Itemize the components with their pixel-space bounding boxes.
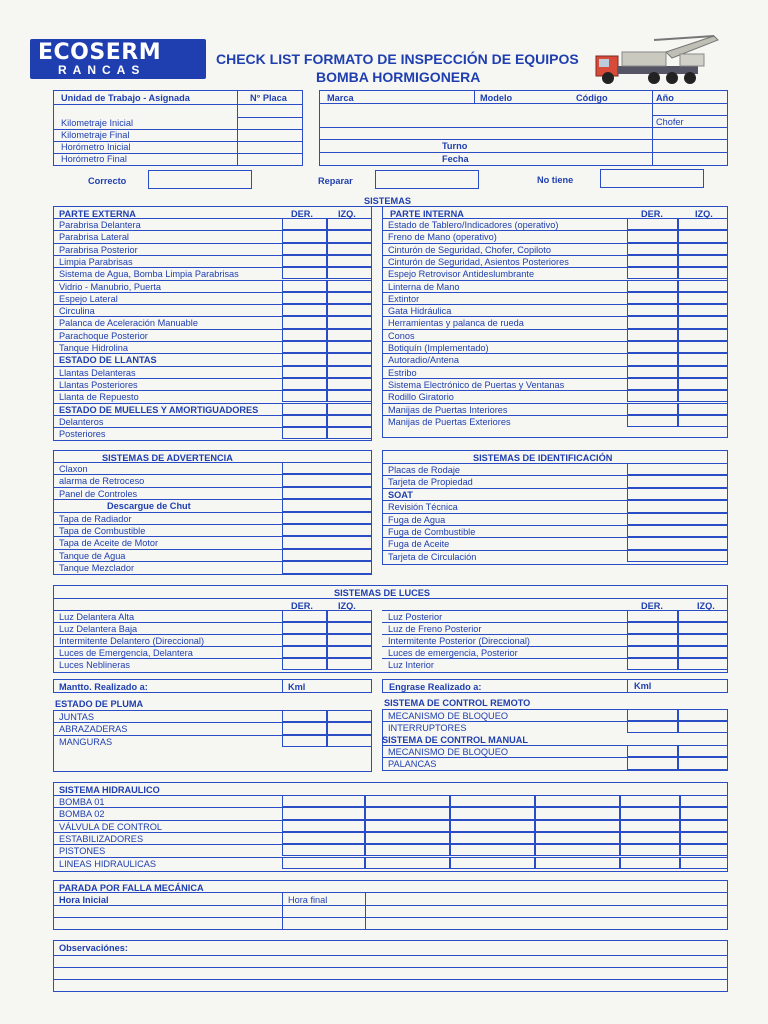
exterior-row-label: Limpia Parabrisas bbox=[59, 256, 133, 267]
remote-row-check-cell[interactable] bbox=[678, 709, 728, 721]
greasing-km-label: Kml bbox=[634, 681, 652, 691]
boom-row-check-cell[interactable] bbox=[282, 735, 327, 747]
hydraulic-row-check-cell[interactable] bbox=[680, 795, 728, 807]
boom-row-label: JUNTAS bbox=[59, 712, 95, 722]
hydraulic-row-label: BOMBA 02 bbox=[59, 809, 105, 820]
exterior-row-label: ESTADO DE LLANTAS bbox=[59, 355, 157, 366]
manual-row-check-cell[interactable] bbox=[678, 757, 728, 769]
interior-row-label: Rodillo Giratorio bbox=[388, 392, 454, 403]
exterior-row-label: Posteriores bbox=[59, 429, 106, 440]
hydraulic-row-check-cell[interactable] bbox=[535, 832, 620, 844]
exterior-row-check-cell[interactable] bbox=[282, 230, 327, 242]
lights-left-row-check-cell[interactable] bbox=[327, 634, 372, 646]
remote-row-check-cell[interactable] bbox=[627, 709, 678, 721]
interior-row-check-cell[interactable] bbox=[678, 390, 728, 402]
remote-row-label: INTERRUPTORES bbox=[388, 723, 467, 733]
remote-row-label: MECANISMO DE BLOQUEO bbox=[388, 711, 508, 721]
exterior-row-check-cell[interactable] bbox=[327, 427, 372, 439]
identification-row-check-cell[interactable] bbox=[627, 513, 728, 525]
interior-row-check-cell[interactable] bbox=[627, 415, 678, 427]
exterior-row-check-cell[interactable] bbox=[282, 403, 327, 415]
interior-row-check-cell[interactable] bbox=[678, 378, 728, 390]
exterior-row-check-cell[interactable] bbox=[327, 403, 372, 415]
interior-row-check-cell[interactable] bbox=[627, 267, 678, 279]
exterior-row-label: Parabrisa Lateral bbox=[59, 232, 129, 243]
boom-row-check-cell[interactable] bbox=[282, 710, 327, 722]
driver-label: Chofer bbox=[656, 117, 684, 127]
exterior-row-check-cell[interactable] bbox=[282, 341, 327, 353]
exterior-row-check-cell[interactable] bbox=[327, 353, 372, 365]
identification-row-check-cell[interactable] bbox=[627, 488, 728, 500]
exterior-row-label: Sistema de Agua, Bomba Limpia Parabrisas bbox=[59, 269, 239, 280]
hydraulic-row-check-cell[interactable] bbox=[365, 795, 450, 807]
hydraulic-row-check-cell[interactable] bbox=[680, 807, 728, 819]
exterior-row-label: Delanteros bbox=[59, 416, 104, 427]
identification-row-label: Tarjeta de Circulación bbox=[388, 551, 477, 562]
hydraulic-row-check-cell[interactable] bbox=[680, 857, 728, 869]
lights-left-row-check-cell[interactable] bbox=[282, 610, 327, 622]
boom-row-check-cell[interactable] bbox=[327, 735, 372, 747]
hydraulic-row-check-cell[interactable] bbox=[535, 844, 620, 856]
warning-row-check-cell[interactable] bbox=[282, 487, 372, 499]
interior-row-label: Conos bbox=[388, 330, 415, 341]
lights-right-izq: IZQ. bbox=[697, 601, 715, 611]
warning-row-check-cell[interactable] bbox=[282, 512, 372, 524]
hydraulic-row-check-cell[interactable] bbox=[282, 807, 365, 819]
warning-row-check-cell[interactable] bbox=[282, 462, 372, 474]
exterior-row-check-cell[interactable] bbox=[327, 243, 372, 255]
boom-row-check-cell[interactable] bbox=[282, 722, 327, 734]
interior-row-check-cell[interactable] bbox=[627, 292, 678, 304]
interior-row-label: Estribo bbox=[388, 367, 417, 378]
interior-row-check-cell[interactable] bbox=[627, 255, 678, 267]
exterior-row-label: Parabrisa Posterior bbox=[59, 244, 138, 255]
lights-right-row-check-cell[interactable] bbox=[678, 646, 728, 658]
lights-right-row-label: Luces de emergencia, Posterior bbox=[388, 648, 518, 658]
observations-section[interactable] bbox=[53, 940, 728, 992]
hydraulic-row-check-cell[interactable] bbox=[365, 820, 450, 832]
maintenance-km-label: Kml bbox=[288, 682, 306, 692]
exterior-title: PARTE EXTERNA bbox=[59, 209, 136, 219]
warning-row-label: Tapa de Aceite de Motor bbox=[59, 538, 159, 549]
interior-row-label: Estado de Tablero/Indicadores (operativo) bbox=[388, 220, 559, 230]
exterior-row-check-cell[interactable] bbox=[282, 390, 327, 402]
lights-right-row-label: Luz de Freno Posterior bbox=[388, 624, 482, 634]
manual-row-check-cell[interactable] bbox=[678, 745, 728, 757]
exterior-row-check-cell[interactable] bbox=[282, 366, 327, 378]
maintenance-label: Mantto. Realizado a: bbox=[59, 682, 148, 692]
lights-left-row-check-cell[interactable] bbox=[327, 610, 372, 622]
hydraulic-row-check-cell[interactable] bbox=[680, 820, 728, 832]
breakdown-title: PARADA POR FALLA MECÁNICA bbox=[59, 883, 204, 893]
exterior-row-check-cell[interactable] bbox=[282, 415, 327, 427]
lights-right-row-check-cell[interactable] bbox=[627, 634, 678, 646]
boom-row-check-cell[interactable] bbox=[327, 722, 372, 734]
warning-row-label: alarma de Retroceso bbox=[59, 476, 145, 487]
hydraulic-row-check-cell[interactable] bbox=[282, 844, 365, 856]
interior-row-check-cell[interactable] bbox=[678, 403, 728, 415]
warning-row-check-cell[interactable] bbox=[282, 524, 372, 536]
interior-row-check-cell[interactable] bbox=[678, 267, 728, 279]
interior-row-check-cell[interactable] bbox=[678, 353, 728, 365]
exterior-row-check-cell[interactable] bbox=[282, 280, 327, 292]
warning-row-label: Panel de Controles bbox=[59, 488, 138, 499]
model-label: Modelo bbox=[480, 93, 513, 103]
interior-row-check-cell[interactable] bbox=[627, 280, 678, 292]
interior-row-label: Sistema Electrónico de Puertas y Ventanas bbox=[388, 379, 565, 390]
interior-row-label: Manijas de Puertas Interiores bbox=[388, 404, 508, 415]
lights-left-row-label: Intermitente Delantero (Direccional) bbox=[59, 636, 205, 646]
interior-row-check-cell[interactable] bbox=[678, 329, 728, 341]
identification-row-check-cell[interactable] bbox=[627, 525, 728, 537]
breakdown-end-label: Hora final bbox=[288, 895, 328, 905]
warning-row-check-cell[interactable] bbox=[282, 536, 372, 548]
hydraulic-row-label: BOMBA 01 bbox=[59, 797, 105, 807]
lights-left-der: DER. bbox=[291, 601, 313, 611]
lights-left-row-check-cell[interactable] bbox=[282, 646, 327, 658]
interior-row-check-cell[interactable] bbox=[627, 230, 678, 242]
lights-right-row-check-cell[interactable] bbox=[678, 610, 728, 622]
exterior-row-check-cell[interactable] bbox=[327, 255, 372, 267]
lights-right-row-label: Intermitente Posterior (Direccional) bbox=[388, 636, 530, 646]
warning-row-label: Tanque Mezclador bbox=[59, 563, 135, 574]
logo-sub-text: RANCAS bbox=[58, 63, 146, 77]
interior-row-label: Espejo Retrovisor Antideslumbrante bbox=[388, 269, 535, 280]
identification-row-label: Tarjeta de Propiedad bbox=[388, 477, 473, 488]
manual-row-label: PALANCAS bbox=[388, 759, 437, 770]
identification-row-label: Fuga de Combustible bbox=[388, 527, 476, 537]
boom-row-check-cell[interactable] bbox=[327, 710, 372, 722]
hydraulic-row-check-cell[interactable] bbox=[620, 820, 680, 832]
warning-row-label: Tapa de Radiador bbox=[59, 513, 132, 524]
lights-left-row-check-cell[interactable] bbox=[282, 658, 327, 670]
exterior-row-label: Parachoque Posterior bbox=[59, 330, 148, 341]
remote-row-check-cell[interactable] bbox=[678, 721, 728, 733]
interior-row-label: Linterna de Mano bbox=[388, 281, 460, 292]
exterior-row-label: Circulina bbox=[59, 306, 95, 317]
lights-left-row-label: Luz Delantera Baja bbox=[59, 624, 138, 634]
interior-row-label: Autoradio/Antena bbox=[388, 355, 460, 366]
lights-right-row-check-cell[interactable] bbox=[678, 622, 728, 634]
hydraulic-row-check-cell[interactable] bbox=[535, 795, 620, 807]
date-label: Fecha bbox=[442, 154, 469, 164]
hydraulic-row-check-cell[interactable] bbox=[450, 857, 535, 869]
interior-row-check-cell[interactable] bbox=[678, 304, 728, 316]
exterior-row-check-cell[interactable] bbox=[327, 415, 372, 427]
interior-row-label: Botiquín (Implementado) bbox=[388, 343, 489, 353]
hydraulic-row-check-cell[interactable] bbox=[282, 857, 365, 869]
warning-row-check-cell[interactable] bbox=[282, 549, 372, 561]
hydraulic-row-check-cell[interactable] bbox=[620, 832, 680, 844]
hydraulic-row-check-cell[interactable] bbox=[535, 807, 620, 819]
lights-right-row-check-cell[interactable] bbox=[678, 658, 728, 670]
identification-row-check-cell[interactable] bbox=[627, 550, 728, 562]
interior-row-check-cell[interactable] bbox=[627, 341, 678, 353]
lights-left-row-label: Luz Delantera Alta bbox=[59, 612, 135, 622]
interior-row-label: Extintor bbox=[388, 293, 420, 304]
identification-row-check-cell[interactable] bbox=[627, 475, 728, 487]
interior-row-check-cell[interactable] bbox=[627, 316, 678, 328]
systems-title: SISTEMAS bbox=[364, 196, 411, 206]
boom-row-label: MANGURAS bbox=[59, 736, 113, 747]
hydraulic-row-check-cell[interactable] bbox=[282, 832, 365, 844]
hydraulic-row-check-cell[interactable] bbox=[620, 795, 680, 807]
year-label: Año bbox=[656, 93, 674, 103]
exterior-row-check-cell[interactable] bbox=[327, 230, 372, 242]
exterior-row-check-cell[interactable] bbox=[327, 267, 372, 279]
concrete-pump-truck-icon bbox=[594, 30, 724, 88]
hydraulic-row-check-cell[interactable] bbox=[450, 844, 535, 856]
legend-repair-label: Reparar bbox=[318, 176, 353, 186]
exterior-row-label: Palanca de Aceleración Manuable bbox=[59, 318, 198, 329]
interior-row-label: Cinturón de Seguridad, Chofer, Copiloto bbox=[388, 244, 551, 255]
manual-row-label: MECANISMO DE BLOQUEO bbox=[388, 747, 508, 757]
hydraulic-row-check-cell[interactable] bbox=[680, 832, 728, 844]
hydraulic-row-check-cell[interactable] bbox=[365, 807, 450, 819]
exterior-row-check-cell[interactable] bbox=[282, 316, 327, 328]
lights-right-row-check-cell[interactable] bbox=[627, 610, 678, 622]
hydraulic-row-check-cell[interactable] bbox=[365, 832, 450, 844]
exterior-row-check-cell[interactable] bbox=[282, 353, 327, 365]
exterior-row-check-cell[interactable] bbox=[327, 390, 372, 402]
identification-row-label: SOAT bbox=[388, 489, 413, 500]
unit-label: Unidad de Trabajo - Asignada bbox=[61, 93, 190, 103]
exterior-row-check-cell[interactable] bbox=[282, 255, 327, 267]
identification-row-label: Revisión Técnica bbox=[388, 502, 458, 513]
warning-row-label: Claxon bbox=[59, 464, 88, 474]
exterior-row-check-cell[interactable] bbox=[282, 267, 327, 279]
exterior-row-check-cell[interactable] bbox=[282, 427, 327, 439]
lights-right-row-check-cell[interactable] bbox=[627, 658, 678, 670]
legend-correct-box[interactable] bbox=[148, 170, 252, 189]
code-label: Código bbox=[576, 93, 608, 103]
interior-row-check-cell[interactable] bbox=[678, 255, 728, 267]
exterior-row-check-cell[interactable] bbox=[327, 304, 372, 316]
hydraulic-row-label: VÁLVULA DE CONTROL bbox=[59, 821, 162, 832]
hydraulic-row-check-cell[interactable] bbox=[450, 795, 535, 807]
exterior-row-label: Espejo Lateral bbox=[59, 293, 118, 304]
interior-row-label: Cinturón de Seguridad, Asientos Posteriores bbox=[388, 256, 569, 267]
exterior-row-label: ESTADO DE MUELLES Y AMORTIGUADORES bbox=[59, 404, 259, 415]
hydraulic-row-label: PISTONES bbox=[59, 846, 106, 857]
exterior-row-label: Llantas Delanteras bbox=[59, 367, 136, 378]
lights-left-row-check-cell[interactable] bbox=[327, 622, 372, 634]
exterior-row-check-cell[interactable] bbox=[327, 366, 372, 378]
legend-correct-label: Correcto bbox=[88, 176, 127, 186]
logo-main-text: ECOSERM bbox=[38, 40, 162, 65]
lights-right-row-check-cell[interactable] bbox=[627, 646, 678, 658]
boom-title: ESTADO DE PLUMA bbox=[55, 699, 144, 709]
form-title: CHECK LIST FORMATO DE INSPECCIÓN DE EQUIPOS bbox=[216, 51, 579, 67]
identification-row-label: Placas de Rodaje bbox=[388, 465, 461, 475]
remote-row-check-cell[interactable] bbox=[627, 721, 678, 733]
warning-row-check-cell[interactable] bbox=[282, 561, 372, 573]
exterior-row-check-cell[interactable] bbox=[282, 304, 327, 316]
exterior-row-label: Tanque Hidrolina bbox=[59, 343, 128, 353]
form-subtitle: BOMBA HORMIGONERA bbox=[316, 69, 481, 85]
lights-right-row-label: Luz Posterior bbox=[388, 612, 443, 622]
interior-row-check-cell[interactable] bbox=[627, 243, 678, 255]
km-final-label: Kilometraje Final bbox=[61, 130, 130, 140]
remote-title: SISTEMA DE CONTROL REMOTO bbox=[384, 698, 531, 708]
interior-row-check-cell[interactable] bbox=[627, 378, 678, 390]
identification-title: SISTEMAS DE IDENTIFICACIÓN bbox=[473, 453, 613, 463]
exterior-row-check-cell[interactable] bbox=[327, 329, 372, 341]
interior-row-label: Freno de Mano (operativo) bbox=[388, 232, 497, 243]
greasing-label: Engrase Realizado a: bbox=[389, 682, 482, 692]
hourmeter-initial-label: Horómetro Inicial bbox=[61, 142, 131, 152]
warning-row-label: Descargue de Chut bbox=[107, 501, 191, 512]
hydraulic-row-check-cell[interactable] bbox=[450, 807, 535, 819]
hydraulic-row-check-cell[interactable] bbox=[282, 820, 365, 832]
shift-label: Turno bbox=[442, 141, 468, 151]
interior-row-check-cell[interactable] bbox=[678, 280, 728, 292]
lights-right-row-check-cell[interactable] bbox=[627, 622, 678, 634]
interior-row-check-cell[interactable] bbox=[678, 243, 728, 255]
exterior-row-label: Vidrio - Manubrio, Puerta bbox=[59, 281, 161, 292]
interior-row-check-cell[interactable] bbox=[678, 366, 728, 378]
hydraulic-row-check-cell[interactable] bbox=[620, 844, 680, 856]
lights-right-row-check-cell[interactable] bbox=[678, 634, 728, 646]
exterior-row-check-cell[interactable] bbox=[327, 280, 372, 292]
company-logo bbox=[30, 39, 206, 79]
interior-row-check-cell[interactable] bbox=[627, 403, 678, 415]
exterior-row-label: Parabrisa Delantera bbox=[59, 220, 141, 230]
lights-left-row-check-cell[interactable] bbox=[282, 634, 327, 646]
hydraulic-row-check-cell[interactable] bbox=[535, 857, 620, 869]
warning-row-label: Tapa de Combustible bbox=[59, 526, 146, 536]
lights-left-row-check-cell[interactable] bbox=[327, 646, 372, 658]
identification-row-check-cell[interactable] bbox=[627, 537, 728, 549]
manual-row-check-cell[interactable] bbox=[627, 745, 678, 757]
hydraulic-row-check-cell[interactable] bbox=[680, 844, 728, 856]
lights-left-row-label: Luces de Emergencia, Delantera bbox=[59, 648, 193, 658]
hydraulic-row-label: ESTABILIZADORES bbox=[59, 833, 144, 844]
interior-row-check-cell[interactable] bbox=[678, 230, 728, 242]
lights-left-izq: IZQ. bbox=[338, 601, 356, 611]
interior-row-check-cell[interactable] bbox=[678, 316, 728, 328]
warning-row-check-cell[interactable] bbox=[282, 474, 372, 486]
interior-right-header: DER. bbox=[641, 209, 663, 219]
interior-row-check-cell[interactable] bbox=[678, 415, 728, 427]
legend-none-box[interactable] bbox=[600, 169, 704, 188]
lights-left-row-check-cell[interactable] bbox=[327, 658, 372, 670]
hydraulic-row-check-cell[interactable] bbox=[450, 832, 535, 844]
identification-row-check-cell[interactable] bbox=[627, 500, 728, 512]
interior-row-check-cell[interactable] bbox=[627, 329, 678, 341]
interior-row-check-cell[interactable] bbox=[678, 292, 728, 304]
warning-title: SISTEMAS DE ADVERTENCIA bbox=[102, 453, 233, 463]
identification-row-label: Fuga de Agua bbox=[388, 514, 446, 525]
legend-repair-box[interactable] bbox=[375, 170, 479, 189]
exterior-row-label: Llantas Posteriores bbox=[59, 379, 138, 390]
hydraulic-row-check-cell[interactable] bbox=[282, 795, 365, 807]
interior-row-check-cell[interactable] bbox=[627, 366, 678, 378]
hydraulic-title: SISTEMA HIDRAULICO bbox=[59, 785, 160, 795]
interior-row-check-cell[interactable] bbox=[627, 353, 678, 365]
warning-row-label: Tanque de Agua bbox=[59, 550, 126, 561]
boom-row-label: ABRAZADERAS bbox=[59, 724, 128, 735]
hydraulic-row-check-cell[interactable] bbox=[620, 807, 680, 819]
manual-row-check-cell[interactable] bbox=[627, 757, 678, 769]
interior-row-check-cell[interactable] bbox=[678, 341, 728, 353]
interior-left-header: IZQ. bbox=[695, 209, 713, 219]
interior-row-label: Herramientas y palanca de rueda bbox=[388, 318, 524, 329]
observations-label: Observaciónes: bbox=[59, 943, 128, 953]
exterior-row-check-cell[interactable] bbox=[327, 341, 372, 353]
interior-row-label: Gata Hidráulica bbox=[388, 306, 452, 317]
identification-row-check-cell[interactable] bbox=[627, 463, 728, 475]
exterior-row-check-cell[interactable] bbox=[282, 329, 327, 341]
hydraulic-row-check-cell[interactable] bbox=[450, 820, 535, 832]
exterior-row-check-cell[interactable] bbox=[327, 292, 372, 304]
hydraulic-row-check-cell[interactable] bbox=[365, 844, 450, 856]
interior-title: PARTE INTERNA bbox=[390, 209, 464, 219]
exterior-left-header: IZQ. bbox=[338, 209, 356, 219]
warning-row-check-cell[interactable] bbox=[282, 499, 372, 511]
hydraulic-row-check-cell[interactable] bbox=[365, 857, 450, 869]
hydraulic-row-check-cell[interactable] bbox=[535, 820, 620, 832]
manual-title: SISTEMA DE CONTROL MANUAL bbox=[382, 735, 528, 745]
lights-left-row-check-cell[interactable] bbox=[282, 622, 327, 634]
exterior-row-label: Llanta de Repuesto bbox=[59, 392, 139, 403]
lights-title: SISTEMAS DE LUCES bbox=[334, 588, 430, 598]
exterior-row-check-cell[interactable] bbox=[327, 316, 372, 328]
brand-label: Marca bbox=[327, 93, 354, 103]
interior-row-label: Manijas de Puertas Exteriores bbox=[388, 416, 511, 427]
lights-right-row-label: Luz Interior bbox=[388, 660, 434, 670]
breakdown-start-label: Hora Inicial bbox=[59, 895, 109, 905]
exterior-row-check-cell[interactable] bbox=[282, 378, 327, 390]
exterior-row-check-cell[interactable] bbox=[282, 243, 327, 255]
hydraulic-row-label: LINEAS HIDRAULICAS bbox=[59, 858, 157, 869]
exterior-right-header: DER. bbox=[291, 209, 313, 219]
interior-row-check-cell[interactable] bbox=[627, 390, 678, 402]
legend-none-label: No tiene bbox=[537, 175, 574, 185]
hydraulic-row-check-cell[interactable] bbox=[620, 857, 680, 869]
exterior-row-check-cell[interactable] bbox=[327, 378, 372, 390]
hourmeter-final-label: Horómetro Final bbox=[61, 154, 127, 164]
interior-row-check-cell[interactable] bbox=[627, 304, 678, 316]
km-initial-label: Kilometraje Inicial bbox=[61, 118, 133, 128]
plate-label: N° Placa bbox=[250, 93, 287, 103]
exterior-row-check-cell[interactable] bbox=[282, 292, 327, 304]
lights-right-der: DER. bbox=[641, 601, 663, 611]
lights-left-row-label: Luces Neblineras bbox=[59, 660, 130, 670]
identification-row-label: Fuga de Aceite bbox=[388, 539, 450, 550]
